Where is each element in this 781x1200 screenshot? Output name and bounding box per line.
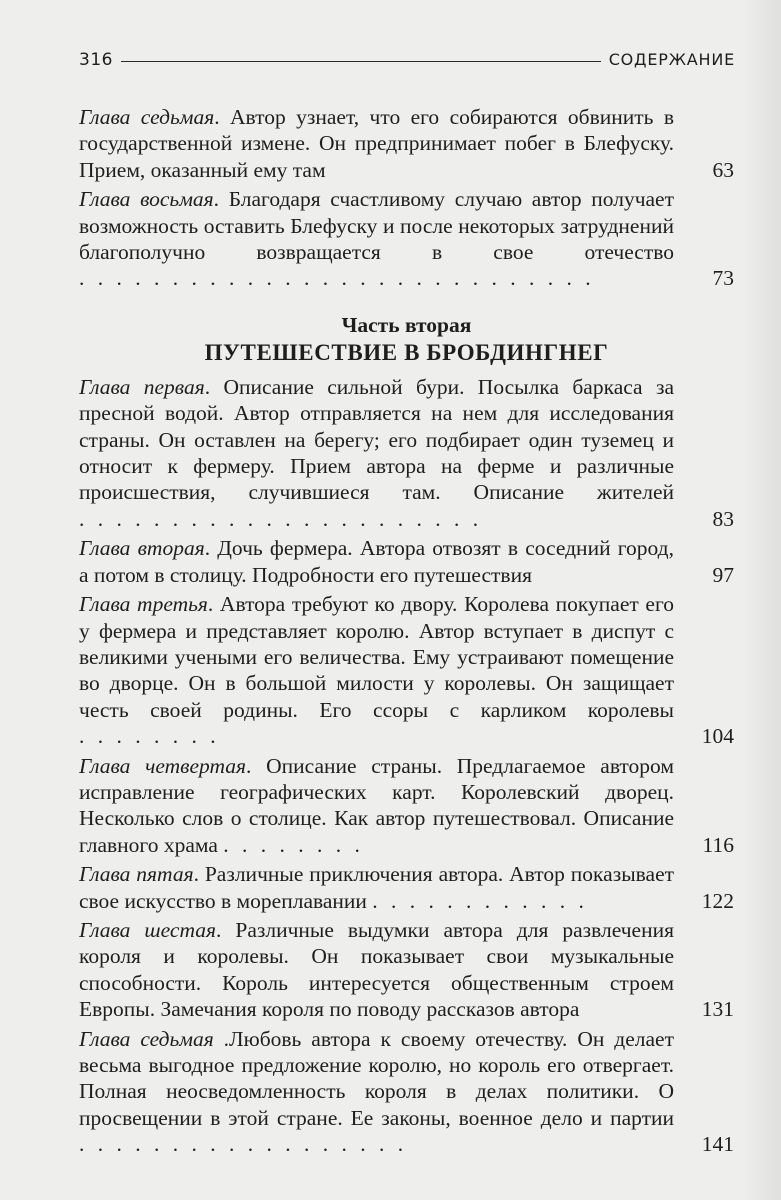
page-shadow — [741, 0, 781, 1200]
toc-entry[interactable] — [79, 861, 734, 914]
chapter-label: Глава первая — [79, 374, 205, 399]
part-title: ПУТЕШЕСТВИЕ В БРОБДИНГНЕГ — [204, 339, 609, 365]
chapter-label: Глава седьмая — [79, 1026, 214, 1051]
chapter-summary: . Описание сильной бури. Посылка баркаса за пресной водой. Автор отправляется на нем для исследования страны. Он оставлен на берегу; его подбирает один туземец и относит к фермеру. Прием автора на ферме и различные происшествия, случившиеся там. Описание жителей — [79, 374, 674, 505]
chapter-summary: . Различные приключения автора. Автор показывает свое искусство в мореплавании — [79, 862, 675, 913]
toc-page-number: 63 — [712, 157, 734, 182]
toc-page-number: 116 — [702, 832, 734, 857]
page-number: 316 — [79, 50, 113, 70]
part-heading — [79, 312, 734, 368]
chapter-label: Глава шестая — [79, 917, 216, 942]
chapter-summary: . Благодаря счастливому случаю автор получает возможность оставить Блефуску и после некоторых затруднений благополучно возвращается в свое отечество — [79, 187, 674, 265]
toc-entry[interactable] — [79, 591, 734, 749]
part-kicker: Часть вторая — [341, 312, 472, 337]
chapter-summary: . Описание страны. Предлагаемое автором исправление географических карт. Королевский дворец. Несколько слов о столице. Как автор путешествовал. Описание главного храма — [79, 753, 674, 857]
toc-entry-text — [79, 917, 674, 1023]
toc-content — [79, 104, 734, 1161]
chapter-label: Глава третья — [79, 592, 208, 617]
running-header — [79, 50, 735, 80]
toc-entry[interactable] — [79, 917, 734, 1023]
chapter-summary: . Дочь фермера. Автора отвозят в соседний город, а потом в столицу. Подробности его путешествия — [79, 536, 674, 587]
toc-entry-text — [79, 104, 674, 183]
toc-entry-text — [79, 861, 674, 914]
toc-entry[interactable] — [79, 1026, 734, 1158]
toc-entry-text — [79, 535, 674, 588]
toc-entry[interactable] — [79, 374, 734, 532]
toc-entry-text — [79, 753, 674, 859]
toc-entry-text — [79, 374, 674, 532]
header-rule — [121, 61, 601, 62]
chapter-label: Глава пятая — [79, 862, 194, 887]
toc-page-number: 141 — [701, 1132, 734, 1157]
toc-entry[interactable] — [79, 535, 734, 588]
chapter-label: Глава восьмая — [79, 187, 214, 212]
toc-entry-text — [79, 1026, 674, 1158]
toc-entry[interactable] — [79, 753, 734, 859]
toc-entry-text — [79, 591, 674, 749]
chapter-label: Глава четвертая — [79, 753, 247, 778]
toc-entry[interactable] — [79, 104, 734, 183]
leader-dots: . . . . . . . . . . . . — [372, 888, 588, 913]
chapter-summary: . Различные выдумки автора для развлечения короля и королевы. Он показывает свои музыкальные способности. Король интересуется общественным строем Европы. Замечания короля по поводу рассказов автора — [79, 917, 674, 1022]
chapter-summary: . Автора требуют ко двору. Королева покупает его у фермера и представляет королю. Автор вступает в диспут с великими учеными его величества. Ему устраивают помещение во дворце. Он в большой милости у королевы. Он защищает честь своей родины. Его ссоры с карликом королевы — [79, 592, 674, 722]
leader-dots: . . . . . . . . . . . . . . . . . . . . . . . . . . . . — [79, 266, 595, 291]
leader-dots: . . . . . . . . — [223, 832, 364, 857]
chapter-summary: . Автор узнает, что его собираются обвинить в государственной измене. Он предпринимает побег в Блефуску. Прием, оказанный ему там — [79, 105, 674, 182]
chapter-label: Глава вторая — [79, 536, 205, 561]
toc-entry[interactable] — [79, 186, 734, 292]
leader-dots: . . . . . . . . . . . . . . . . . . . . . . — [79, 506, 483, 531]
toc-entry-text — [79, 186, 674, 292]
toc-page-number: 131 — [701, 997, 734, 1022]
toc-page-number: 122 — [701, 888, 734, 913]
toc-page-number: 73 — [712, 266, 734, 291]
leader-dots: . . . . . . . . — [79, 724, 220, 749]
toc-page-number: 104 — [701, 724, 734, 749]
section-title: СОДЕРЖАНИЕ — [608, 50, 735, 69]
toc-page-number: 97 — [712, 562, 734, 587]
chapter-label: Глава седьмая — [79, 105, 215, 129]
toc-page-number: 83 — [712, 506, 734, 531]
leader-dots: . . . . . . . . . . . . . . . . . . — [79, 1132, 408, 1157]
chapter-summary: .Любовь автора к своему отечеству. Он делает весьма выгодное предложение королю, но король его отвергает. Полная неосведомленность короля в делах политики. О просвещении в этой стране. Ее законы, военное дело и партии — [79, 1026, 674, 1130]
